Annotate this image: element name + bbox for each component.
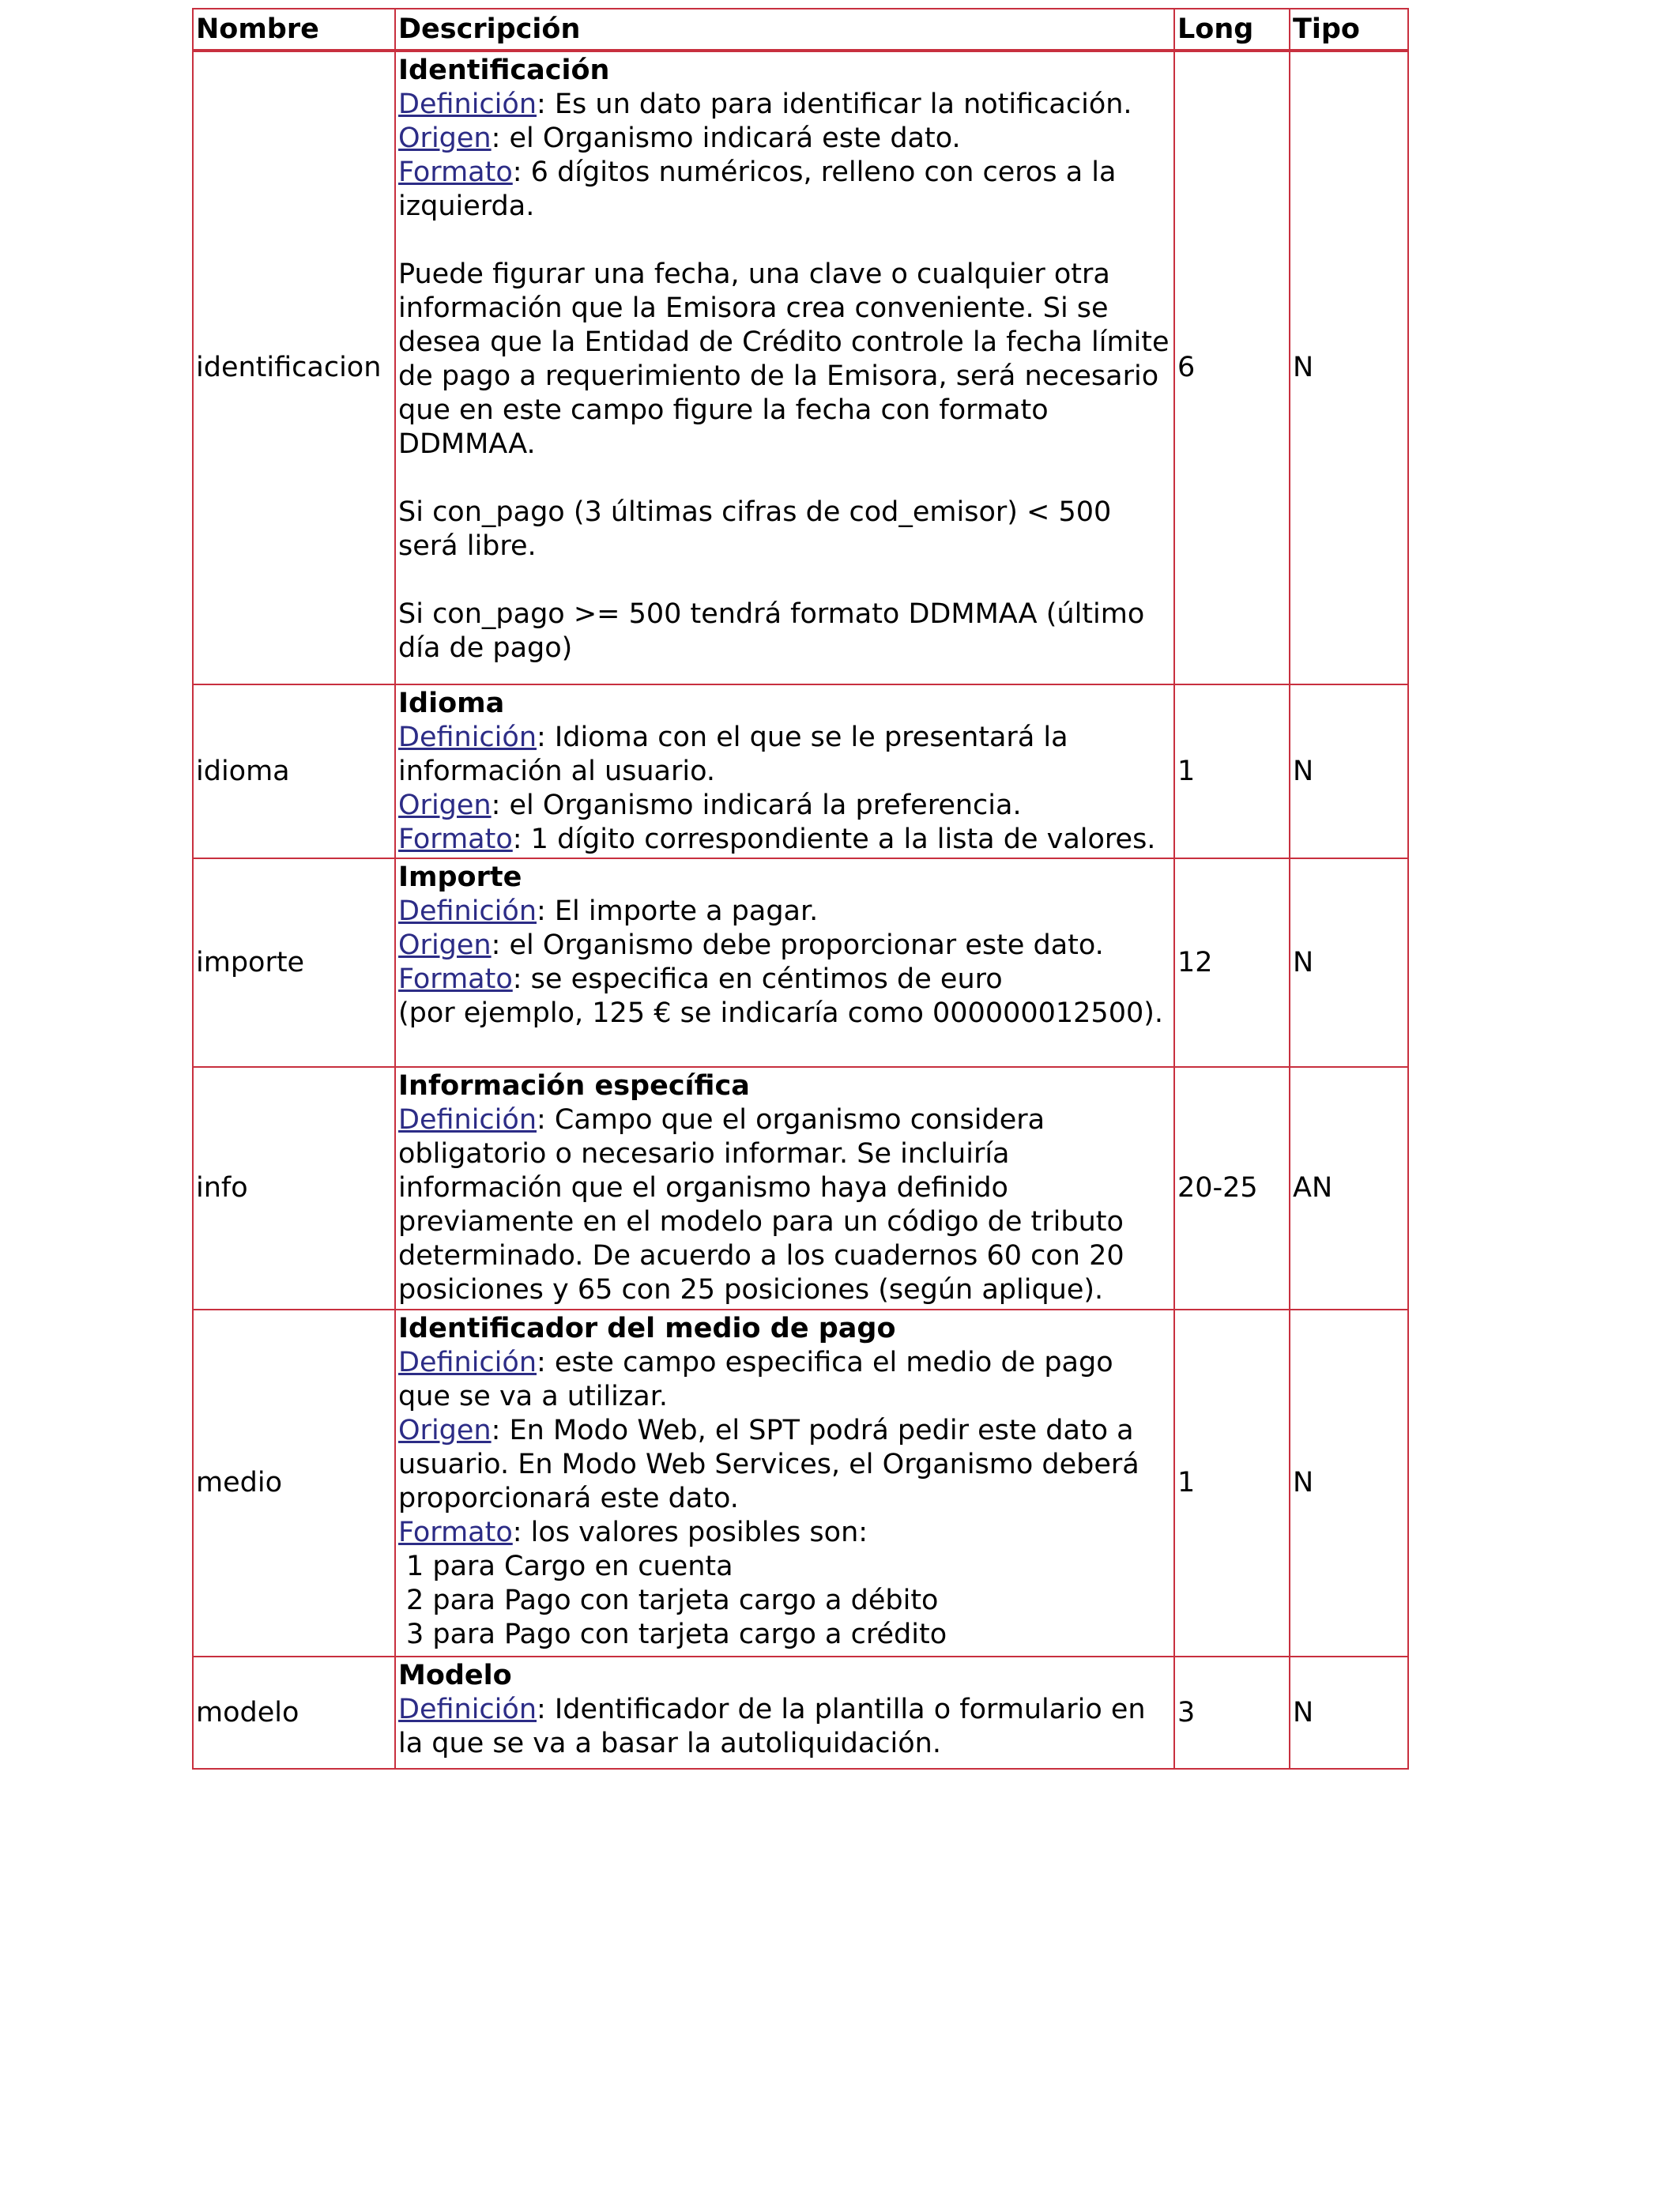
definicion-link[interactable]: Definición — [398, 1104, 537, 1136]
header-tipo: Tipo — [1290, 9, 1408, 51]
formato-line — [398, 1516, 1171, 1550]
definicion-text: : Es un dato para identificar la notificación. — [537, 89, 1132, 120]
section-title: Información específica — [398, 1070, 750, 1102]
field-long: 6 — [1174, 51, 1290, 684]
table-row — [193, 1657, 1408, 1769]
definicion-text: : El importe a pagar. — [537, 895, 819, 927]
origen-text: : el Organismo debe proporcionar este dato. — [491, 929, 1104, 961]
field-long: 1 — [1174, 684, 1290, 858]
origen-text: : el Organismo indicará la preferencia. — [491, 790, 1022, 821]
formato-text: : los valores posibles son: — [512, 1517, 868, 1548]
origen-line — [398, 1414, 1171, 1516]
definicion-line — [398, 895, 1171, 929]
formato-line — [398, 156, 1171, 224]
value-option: 2 para Pago con tarjeta cargo a débito — [406, 1585, 939, 1616]
formato-text: : se especifica en céntimos de euro — [512, 963, 1003, 995]
field-tipo: N — [1290, 51, 1408, 684]
section-title: Importe — [398, 861, 522, 893]
header-nombre: Nombre — [193, 9, 395, 51]
field-name: identificacion — [193, 51, 395, 684]
definicion-link[interactable]: Definición — [398, 895, 537, 927]
field-long: 1 — [1174, 1310, 1290, 1657]
table-row — [193, 1310, 1408, 1657]
field-name: idioma — [193, 684, 395, 858]
origen-line — [398, 122, 1171, 156]
field-name: modelo — [193, 1657, 395, 1769]
formato-line — [398, 963, 1171, 997]
field-description — [395, 51, 1174, 684]
field-name: medio — [193, 1310, 395, 1657]
formato-text: : 6 dígitos numéricos, relleno con ceros a la izquierda. — [398, 156, 1117, 222]
field-long: 3 — [1174, 1657, 1290, 1769]
formato-link[interactable]: Formato — [398, 156, 513, 188]
value-option: 3 para Pago con tarjeta cargo a crédito — [406, 1619, 947, 1650]
origen-link[interactable]: Origen — [398, 790, 492, 821]
header-descripcion: Descripción — [395, 9, 1174, 51]
definicion-line — [398, 1346, 1171, 1414]
definicion-text: : Identificador de la plantilla o formulario en la que se va a basar la autoliquidación. — [398, 1694, 1146, 1759]
value-option: 1 para Cargo en cuenta — [406, 1551, 733, 1582]
origen-link[interactable]: Origen — [398, 1415, 492, 1446]
formato-text: : 1 dígito correspondiente a la lista de valores. — [512, 824, 1156, 855]
note-paragraph: Si con_pago >= 500 tendrá formato DDMMAA (último día de pago) — [398, 598, 1145, 664]
definicion-text: : Idioma con el que se le presentará la información al usuario. — [398, 722, 1068, 787]
origen-text: : En Modo Web, el SPT podrá pedir este dato a usuario. En Modo Web Services, el Organismo deberá proporcionará este dato. — [398, 1415, 1139, 1514]
table-row — [193, 684, 1408, 858]
header-long: Long — [1174, 9, 1290, 51]
field-tipo: AN — [1290, 1067, 1408, 1310]
field-description — [395, 858, 1174, 1067]
definicion-line — [398, 721, 1171, 789]
definicion-link[interactable]: Definición — [398, 89, 537, 120]
header-row — [193, 9, 1408, 51]
table-row — [193, 858, 1408, 1067]
definicion-line — [398, 1103, 1171, 1307]
origen-line — [398, 789, 1171, 823]
formato-link[interactable]: Formato — [398, 963, 513, 995]
field-description — [395, 1657, 1174, 1769]
definicion-link[interactable]: Definición — [398, 1694, 537, 1725]
field-tipo: N — [1290, 1310, 1408, 1657]
section-title: Identificador del medio de pago — [398, 1313, 896, 1344]
definicion-text: : este campo especifica el medio de pago que se va a utilizar. — [398, 1347, 1113, 1412]
field-long: 12 — [1174, 858, 1290, 1067]
table-row — [193, 51, 1408, 684]
origen-link[interactable]: Origen — [398, 929, 492, 961]
formato-extra: (por ejemplo, 125 € se indicaría como 000000012500). — [398, 997, 1164, 1029]
field-name: info — [193, 1067, 395, 1310]
origen-link[interactable]: Origen — [398, 123, 492, 154]
section-title: Modelo — [398, 1660, 512, 1691]
table-row — [193, 1067, 1408, 1310]
field-long: 20-25 — [1174, 1067, 1290, 1310]
formato-link[interactable]: Formato — [398, 1517, 513, 1548]
formato-line — [398, 823, 1171, 857]
field-tipo: N — [1290, 684, 1408, 858]
section-title: Idioma — [398, 688, 505, 719]
definicion-link[interactable]: Definición — [398, 1347, 537, 1378]
definicion-link[interactable]: Definición — [398, 722, 537, 753]
note-paragraph: Puede figurar una fecha, una clave o cualquier otra información que la Emisora crea conveniente. Si se desea que la Entidad de Crédito controle la fecha límite de pago a requerimiento de la Emisora, será necesario que en este campo figure la fecha con formato DDMMAA. — [398, 258, 1170, 460]
field-name: importe — [193, 858, 395, 1067]
formato-link[interactable]: Formato — [398, 824, 513, 855]
origen-text: : el Organismo indicará este dato. — [491, 123, 961, 154]
note-paragraph: Si con_pago (3 últimas cifras de cod_emisor) < 500 será libre. — [398, 496, 1112, 562]
field-description — [395, 684, 1174, 858]
field-description — [395, 1310, 1174, 1657]
field-tipo: N — [1290, 858, 1408, 1067]
definicion-line — [398, 1693, 1171, 1761]
field-tipo: N — [1290, 1657, 1408, 1769]
section-title: Identificación — [398, 55, 610, 86]
definicion-line — [398, 88, 1171, 122]
field-spec-table — [192, 8, 1409, 1770]
field-description — [395, 1067, 1174, 1310]
definicion-text: : Campo que el organismo considera obligatorio o necesario informar. Se incluiría información que el organismo haya definido previamente en el modelo para un código de tributo determinado. De acuerdo a los cuadernos 60 con 20 posiciones y 65 con 25 posiciones (según aplique). — [398, 1104, 1124, 1306]
origen-line — [398, 929, 1171, 963]
